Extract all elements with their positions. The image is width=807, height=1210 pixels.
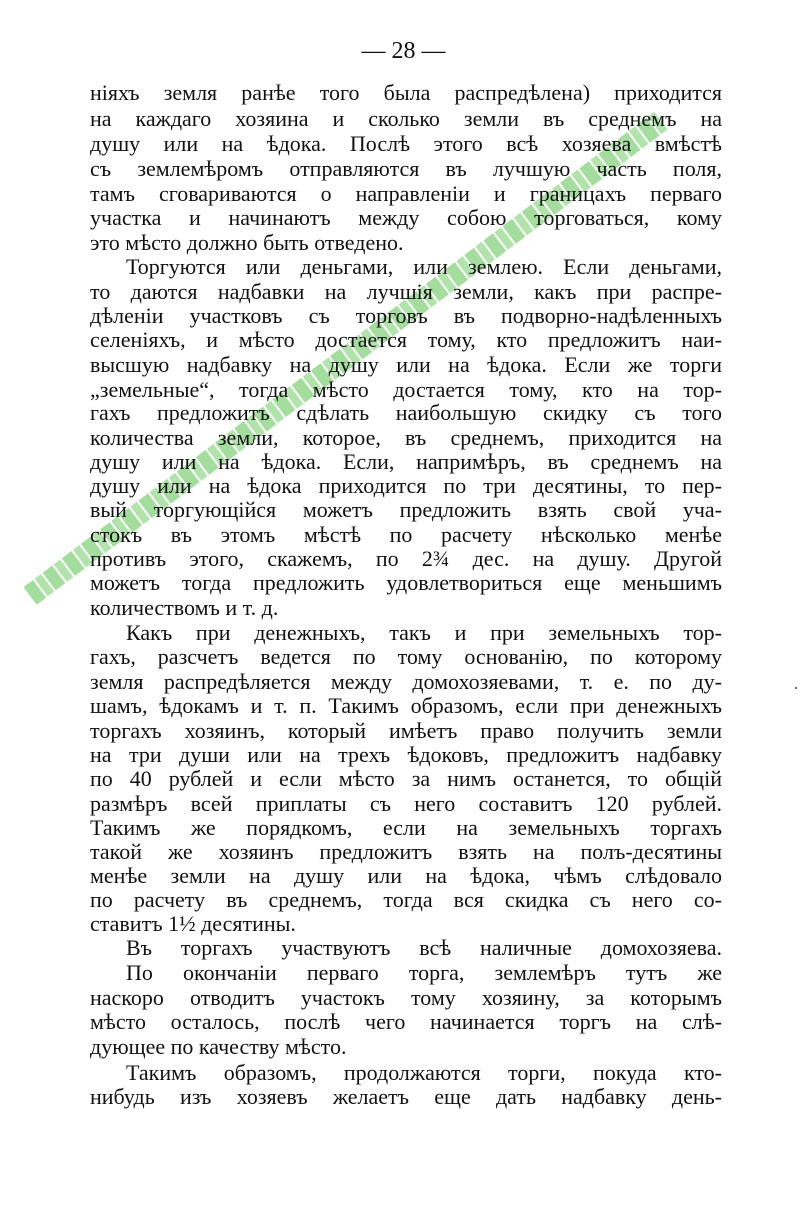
text-line: тамъ сговариваются о направленіи и границахъ перваго <box>90 181 722 206</box>
text-line: душу или на ѣдока. Если, напримѣръ, въ среднемъ на <box>90 449 722 474</box>
text-line: вый торгующійся можетъ предложить взять свой уча- <box>90 497 722 522</box>
text-line: торгахъ хозяинъ, который имѣетъ право получить земли <box>90 718 722 743</box>
page-number: — 28 — <box>361 38 446 64</box>
text-line: на каждаго хозяина и сколько земли въ среднемъ на <box>90 106 722 131</box>
text-line: душу или на ѣдока. Послѣ этого всѣ хозяева вмѣстѣ <box>90 131 722 156</box>
text-line: „земельные“, тогда мѣсто достается тому, кто на тор- <box>90 377 722 402</box>
text-line: земля распредѣляется между домохозяевами, т. е. по ду- <box>90 669 722 694</box>
text-line: Торгуются или деньгами, или землею. Если деньгами, <box>126 254 722 279</box>
text-line: участка и начинаютъ между собою торговаться, кому <box>90 205 722 230</box>
text-line: селеніяхъ, и мѣсто достается тому, кто предложитъ наи- <box>90 327 722 352</box>
text-line: противъ этого, скажемъ, по 2¾ дес. на душу. Другой <box>90 546 722 571</box>
text-line: Такимъ образомъ, продолжаются торги, покуда кто- <box>126 1060 722 1085</box>
text-line: по расчету въ среднемъ, тогда вся скидка съ него со- <box>90 887 722 912</box>
text-line: ніяхъ земля ранѣе того была распредѣлена) приходится <box>90 80 722 105</box>
text-line: Въ торгахъ участвуютъ всѣ наличные домохозяева. <box>126 935 722 960</box>
text-line: количества земли, которое, въ среднемъ, приходится на <box>90 425 722 450</box>
text-line: Такимъ же порядкомъ, если на земельныхъ торгахъ <box>90 815 722 840</box>
text-line: мѣсто осталось, послѣ чего начинается торгъ на слѣ- <box>90 1009 722 1034</box>
margin-mark: · <box>793 678 799 698</box>
text-line: дѣленіи участковъ съ торговъ въ подворно-надѣленныхъ <box>90 303 722 328</box>
text-line: душу или на ѣдока приходится по три десятины, то пер- <box>90 473 722 498</box>
text-line: Какъ при денежныхъ, такъ и при земельныхъ тор- <box>126 620 722 645</box>
text-line: съ землемѣромъ отправляются въ лучшую часть поля, <box>90 156 722 181</box>
text-line: на три души или на трехъ ѣдоковъ, предложитъ надбавку <box>90 742 722 767</box>
text-line: ставитъ 1½ десятины. <box>90 911 296 936</box>
text-line: такой же хозяинъ предложитъ взять на полъ-десятины <box>90 839 722 864</box>
text-line: шамъ, ѣдокамъ и т. п. Такимъ образомъ, если при денежныхъ <box>90 693 722 718</box>
text-line: менѣе земли на душу или на ѣдока, чѣмъ слѣдовало <box>90 863 722 888</box>
text-line: стокъ въ этомъ мѣстѣ по расчету нѣсколько менѣе <box>90 522 722 547</box>
text-line: то даются надбавки на лучшія земли, какъ при распре- <box>90 279 722 304</box>
text-line: наскоро отводитъ участокъ тому хозяину, за которымъ <box>90 985 722 1010</box>
text-line: по 40 рублей и если мѣсто за нимъ останется, то общій <box>90 766 722 791</box>
text-line: высшую надбавку на душу или на ѣдока. Если же торги <box>90 352 722 377</box>
text-line: гахъ, разсчетъ ведется по тому основанію, по которому <box>90 644 722 669</box>
text-line: По окончаніи перваго торга, землемѣръ тутъ же <box>126 960 722 985</box>
text-line: размѣръ всей приплаты съ него составитъ 120 рублей. <box>90 791 722 816</box>
text-line: это мѣсто должно быть отведено. <box>90 230 404 255</box>
text-line: можетъ тогда предложить удовлетвориться еще меньшимъ <box>90 570 722 595</box>
text-line: количествомъ и т. д. <box>90 595 279 620</box>
text-line: дующее по качеству мѣсто. <box>90 1034 347 1059</box>
text-line: нибудь изъ хозяевъ желаетъ еще дать надбавку день- <box>90 1084 722 1109</box>
text-line: гахъ предложитъ сдѣлать наибольшую скидку съ того <box>90 400 722 425</box>
